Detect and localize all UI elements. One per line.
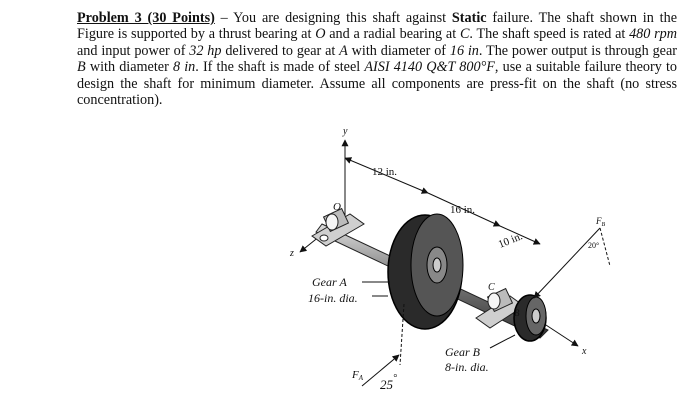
gear-b-dia: 8-in. dia.: [445, 360, 489, 374]
gear-a-name: Gear A: [312, 275, 347, 289]
y-axis-label: y: [343, 126, 348, 137]
shaft-speed: 480 rpm: [629, 26, 677, 43]
z-axis-label: z: [290, 248, 294, 259]
dim-16-label: 16 in.: [450, 204, 476, 216]
input-power: 32 hp: [189, 42, 222, 59]
dim-12-label: 12 in.: [372, 166, 398, 178]
problem-heading: Problem 3 (30 Points): [77, 10, 215, 26]
gear-a: [388, 214, 463, 329]
gear-a-diameter: 16 in: [449, 42, 479, 59]
x-axis-label: x: [582, 346, 587, 357]
label-c: C: [488, 282, 495, 293]
label-o: O: [333, 201, 341, 213]
material-spec: AISI 4140 Q&T 800°F: [364, 59, 495, 76]
force-fa-label: FA: [352, 369, 364, 382]
static-keyword: Static: [451, 10, 487, 26]
dim-10-label: 10 in.: [496, 230, 525, 251]
angle-a-label: 25°: [380, 373, 397, 392]
gear-b: [514, 295, 546, 341]
force-fb-arrow: [534, 228, 600, 298]
label-b: B: [514, 308, 520, 318]
problem-statement: Problem 3 (30 Points) – You are designing this shaft against Static failure. The shaft shown in the Figure is supported by a thrust bearing at O and a radial bearing at C. The shaft speed is rated at 480 rpm and input power of 32 hp delivered to gear at A with diameter of 16 in. The power output is through gear B with diameter 8 in. If the shaft is made of steel AISI 4140 Q&T 800°F, use a suitable failure theory to design the shaft for minimum diameter. Assume all components are press-fit on the shaft (no stress concentration).: [77, 10, 677, 109]
gear-b-diameter: 8 in: [172, 59, 196, 76]
force-fb-reference-line: [600, 228, 610, 266]
force-fb-label: $F_B$: [596, 216, 606, 228]
gear-a-dia: 16-in. dia.: [308, 291, 358, 305]
angle-b-label: 20°: [588, 241, 600, 250]
gear-b-name: Gear B: [445, 345, 480, 359]
gear-b-leader: [490, 335, 515, 348]
